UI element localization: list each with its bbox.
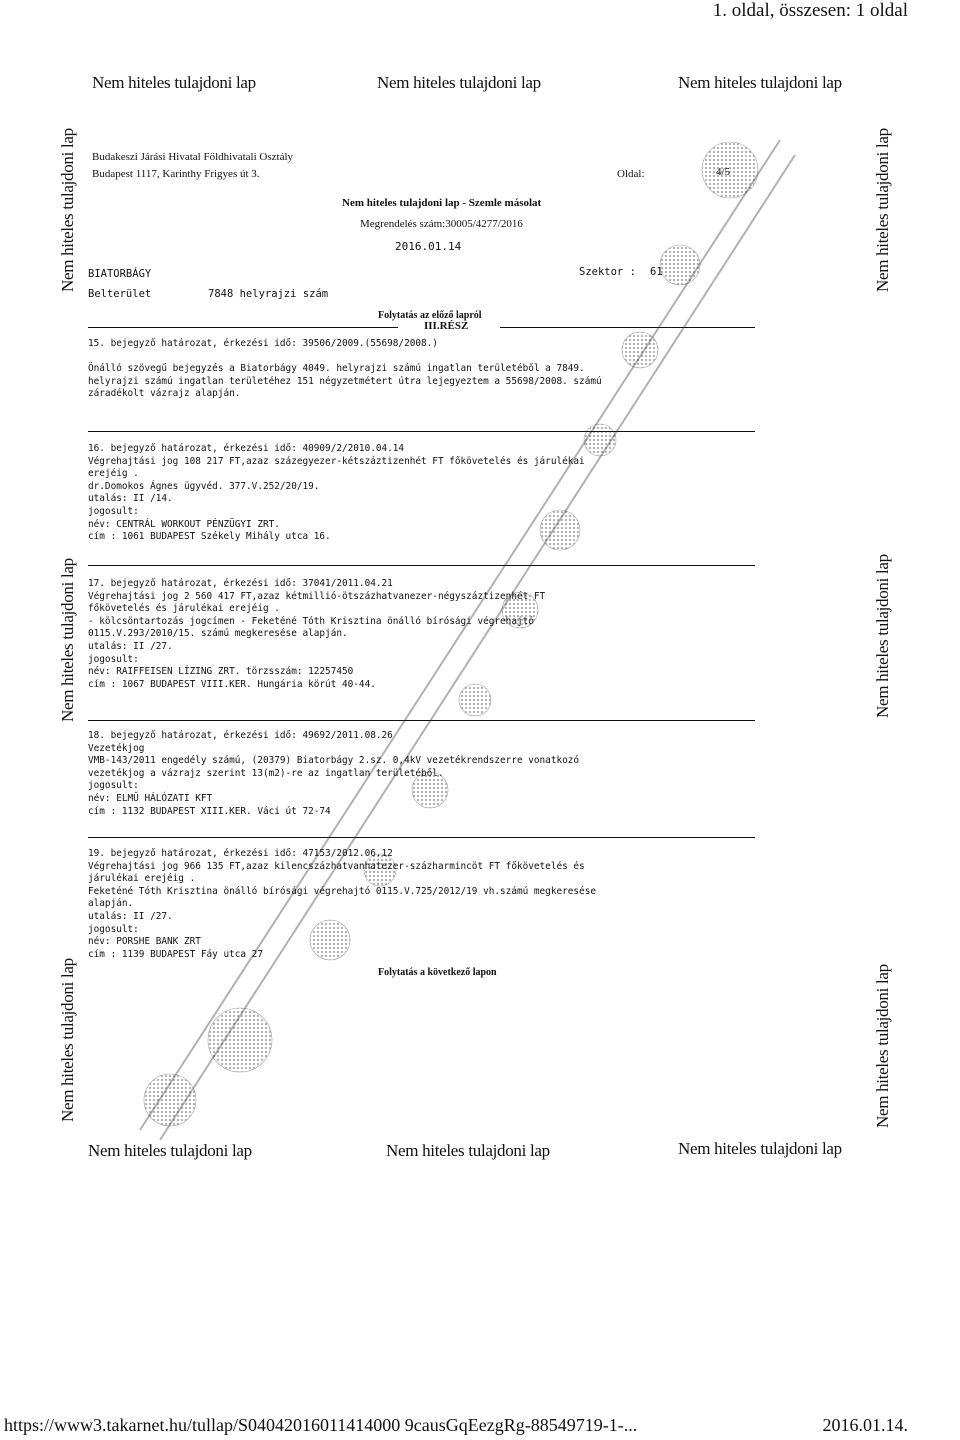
footer-date: 2016.01.14. [822,1415,908,1435]
office-name: Budakeszi Járási Hivatal Földhivatali Osztály [92,151,294,163]
entry-17: 17. bejegyző határozat, érkezési idő: 37041/2011.04.21 Végrehajtási jog 2 560 417 FT,azaz kétmillió-ötszázhatvanezer-négyszáztizenhét FT főkövetelés és járulékai erejéig . - kölcsöntartozás jogcímen - Feketéné Tóth Krisztina önálló bírósági végrehajtó 0115.V.293/2010/15. számú megkeresése alapján. utalás: II /27. jogosult: név: RAIFFEISEN LÍZING ZRT. törzsszám: 12257450 cím : 1067 BUDAPEST VIII.KER. Hungária körút 40-44. [88,578,546,690]
watermark-bottom-left: Nem hiteles tulajdoni lap [88,1141,252,1160]
page-label: Oldal: [617,168,645,180]
entry-divider [88,720,755,721]
continuation-to: Folytatás a következő lapon [378,967,497,978]
watermark-left-2: Nem hiteles tulajdoni lap [58,558,77,722]
watermark-left-3: Nem hiteles tulajdoni lap [58,958,77,1122]
order-number: Megrendelés szám:30005/4277/2016 [360,218,523,230]
continuation-from: Folytatás az előző lapról [378,310,482,321]
watermark-bottom-right: Nem hiteles tulajdoni lap [678,1139,842,1158]
watermark-right-3: Nem hiteles tulajdoni lap [873,964,892,1128]
watermark-top-left: Nem hiteles tulajdoni lap [92,73,256,92]
parcel-number: 7848 helyrajzi szám [208,288,329,300]
watermark-left-1: Nem hiteles tulajdoni lap [58,128,77,292]
document-date: 2016.01.14 [395,240,462,253]
entry-divider [88,565,755,566]
footer-url[interactable]: https://www3.takarnet.hu/tullap/S04042016011414000 9causGqEezgRg-88549719-1-... [4,1415,638,1435]
entry-18: 18. bejegyző határozat, érkezési idő: 49692/2011.08.26 Vezetékjog VMB-143/2011 engedély számú, (20379) Biatorbágy 2.sz. 0,4kV vezetékrendszerre vonatkozó vezetékjog a vázrajz szerint 13(m2)-re az ingatlan területéből. jogosult: név: ELMŰ HÁLÓZATI KFT cím : 1132 BUDAPEST XIII.KER. Váci út 72-74 [88,730,580,817]
area-type: Belterület [88,288,152,300]
entry-15: 15. bejegyző határozat, érkezési idő: 39506/2009.(55698/2008.) Önálló szövegű bejegyzés a Biatorbágy 4049. helyrajzi számú ingatlan területéből a 7849. helyrajzi számú ingatlan területéhez 151 négyzetmétert útra lejegyeztem a 55698/2008. számú záradékolt vázrajz alapján. [88,338,602,400]
part-rule-left [88,327,398,328]
entry-divider [88,431,755,432]
copy-title: Nem hiteles tulajdoni lap - Szemle másolat [342,197,542,209]
watermark-right-2: Nem hiteles tulajdoni lap [873,554,892,718]
entry-16: 16. bejegyző határozat, érkezési idő: 40909/2/2010.04.14 Végrehajtási jog 108 217 FT,azaz százegyezer-kétszáztizenhét FT főkövetelés és járulékai erejéig . dr.Domokos Ágnes ügyvéd. 377.V.252/20/19. utalás: II /14. jogosult: név: CENTRÁL WORKOUT PÉNZÜGYI ZRT. cím : 1061 BUDAPEST Székely Mihály utca 16. [88,443,585,543]
page-value: 4/5 [716,166,731,178]
entry-divider [88,837,755,838]
office-address: Budapest 1117, Karinthy Frigyes út 3. [92,168,260,180]
watermark-top-right: Nem hiteles tulajdoni lap [678,73,842,92]
part-rule-right [500,327,755,328]
sector-label: Szektor : [579,266,636,278]
watermark-bottom-center: Nem hiteles tulajdoni lap [386,1141,550,1160]
part-title: III.RÉSZ [424,320,469,332]
page-header: 1. oldal, összesen: 1 oldal [712,0,908,21]
watermark-top-center: Nem hiteles tulajdoni lap [377,73,541,92]
settlement-name: BIATORBÁGY [88,268,152,280]
sector-value: 61 [650,266,663,278]
entry-19: 19. bejegyző határozat, érkezési idő: 47153/2012.06.12 Végrehajtási jog 966 135 FT,azaz kilencszázhatvanhatezer-százharmincöt FT főkövetelés és járulékai erejéig . Feketéné Tóth Krisztina önálló bírósági végrehajtó 0115.V.725/2012/19 vh.számú megkeresése alapján. utalás: II /27. jogosult: név: PORSHE BANK ZRT cím : 1139 BUDAPEST Fáy utca 27 [88,848,596,960]
watermark-right-1: Nem hiteles tulajdoni lap [873,128,892,292]
